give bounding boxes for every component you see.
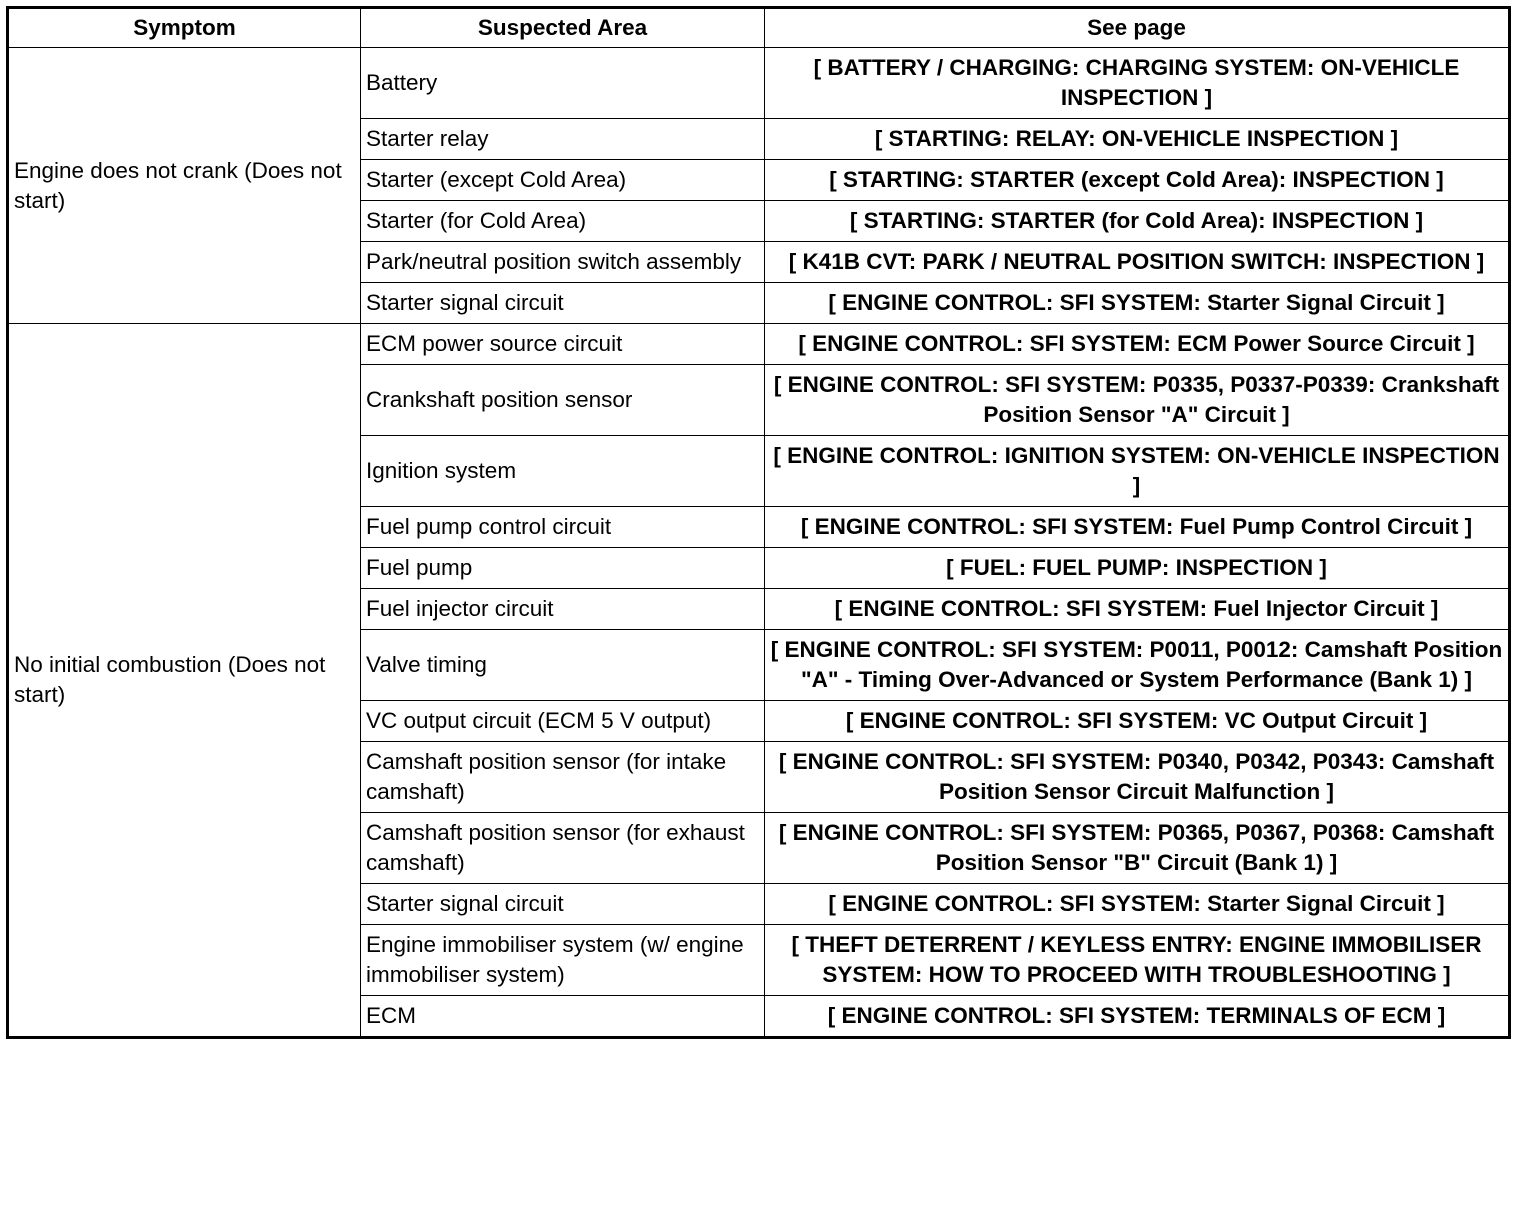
see-page-link[interactable]: [ ENGINE CONTROL: SFI SYSTEM: P0335, P0337-P0339: Crankshaft Position Sensor "A" Circuit ] bbox=[765, 365, 1510, 436]
see-page-link[interactable]: [ BATTERY / CHARGING: CHARGING SYSTEM: ON-VEHICLE INSPECTION ] bbox=[765, 48, 1510, 119]
symptom-cell: Engine does not crank (Does not start) bbox=[8, 48, 361, 324]
header-row bbox=[8, 8, 1510, 48]
table-row bbox=[8, 324, 1510, 365]
see-page-link[interactable]: [ ENGINE CONTROL: SFI SYSTEM: Starter Signal Circuit ] bbox=[765, 884, 1510, 925]
see-page-link[interactable]: [ STARTING: RELAY: ON-VEHICLE INSPECTION ] bbox=[765, 119, 1510, 160]
suspected-area-cell: Camshaft position sensor (for intake camshaft) bbox=[361, 742, 765, 813]
suspected-area-cell: Crankshaft position sensor bbox=[361, 365, 765, 436]
table-row bbox=[8, 48, 1510, 119]
see-page-link[interactable]: [ ENGINE CONTROL: SFI SYSTEM: TERMINALS OF ECM ] bbox=[765, 996, 1510, 1038]
suspected-area-cell: Valve timing bbox=[361, 630, 765, 701]
symptom-cell: No initial combustion (Does not start) bbox=[8, 324, 361, 1038]
see-page-link[interactable]: [ ENGINE CONTROL: SFI SYSTEM: Starter Signal Circuit ] bbox=[765, 283, 1510, 324]
header-symptom: Symptom bbox=[8, 8, 361, 48]
suspected-area-cell: Fuel pump control circuit bbox=[361, 507, 765, 548]
suspected-area-cell: Engine immobiliser system (w/ engine immobiliser system) bbox=[361, 925, 765, 996]
header-suspected-area: Suspected Area bbox=[361, 8, 765, 48]
see-page-link[interactable]: [ ENGINE CONTROL: SFI SYSTEM: Fuel Injector Circuit ] bbox=[765, 589, 1510, 630]
suspected-area-cell: Camshaft position sensor (for exhaust camshaft) bbox=[361, 813, 765, 884]
suspected-area-cell: Fuel injector circuit bbox=[361, 589, 765, 630]
suspected-area-cell: Starter relay bbox=[361, 119, 765, 160]
see-page-link[interactable]: [ ENGINE CONTROL: IGNITION SYSTEM: ON-VEHICLE INSPECTION ] bbox=[765, 436, 1510, 507]
see-page-link[interactable]: [ ENGINE CONTROL: SFI SYSTEM: P0365, P0367, P0368: Camshaft Position Sensor "B" Circuit (Bank 1) ] bbox=[765, 813, 1510, 884]
suspected-area-cell: ECM power source circuit bbox=[361, 324, 765, 365]
suspected-area-cell: VC output circuit (ECM 5 V output) bbox=[361, 701, 765, 742]
suspected-area-cell: Park/neutral position switch assembly bbox=[361, 242, 765, 283]
see-page-link[interactable]: [ THEFT DETERRENT / KEYLESS ENTRY: ENGINE IMMOBILISER SYSTEM: HOW TO PROCEED WITH TROUBLESHOOTING ] bbox=[765, 925, 1510, 996]
header-see-page: See page bbox=[765, 8, 1510, 48]
suspected-area-cell: Starter (except Cold Area) bbox=[361, 160, 765, 201]
suspected-area-cell: Starter signal circuit bbox=[361, 283, 765, 324]
suspected-area-cell: Ignition system bbox=[361, 436, 765, 507]
suspected-area-cell: Fuel pump bbox=[361, 548, 765, 589]
see-page-link[interactable]: [ ENGINE CONTROL: SFI SYSTEM: P0340, P0342, P0343: Camshaft Position Sensor Circuit Malfunction ] bbox=[765, 742, 1510, 813]
suspected-area-cell: Starter signal circuit bbox=[361, 884, 765, 925]
see-page-link[interactable]: [ K41B CVT: PARK / NEUTRAL POSITION SWITCH: INSPECTION ] bbox=[765, 242, 1510, 283]
see-page-link[interactable]: [ ENGINE CONTROL: SFI SYSTEM: P0011, P0012: Camshaft Position "A" - Timing Over-Advanced or System Performance (Bank 1) ] bbox=[765, 630, 1510, 701]
see-page-link[interactable]: [ STARTING: STARTER (except Cold Area): INSPECTION ] bbox=[765, 160, 1510, 201]
see-page-link[interactable]: [ STARTING: STARTER (for Cold Area): INSPECTION ] bbox=[765, 201, 1510, 242]
suspected-area-cell: Starter (for Cold Area) bbox=[361, 201, 765, 242]
see-page-link[interactable]: [ ENGINE CONTROL: SFI SYSTEM: Fuel Pump Control Circuit ] bbox=[765, 507, 1510, 548]
see-page-link[interactable]: [ FUEL: FUEL PUMP: INSPECTION ] bbox=[765, 548, 1510, 589]
see-page-link[interactable]: [ ENGINE CONTROL: SFI SYSTEM: VC Output Circuit ] bbox=[765, 701, 1510, 742]
troubleshooting-table bbox=[6, 6, 1511, 1039]
suspected-area-cell: Battery bbox=[361, 48, 765, 119]
suspected-area-cell: ECM bbox=[361, 996, 765, 1038]
see-page-link[interactable]: [ ENGINE CONTROL: SFI SYSTEM: ECM Power Source Circuit ] bbox=[765, 324, 1510, 365]
